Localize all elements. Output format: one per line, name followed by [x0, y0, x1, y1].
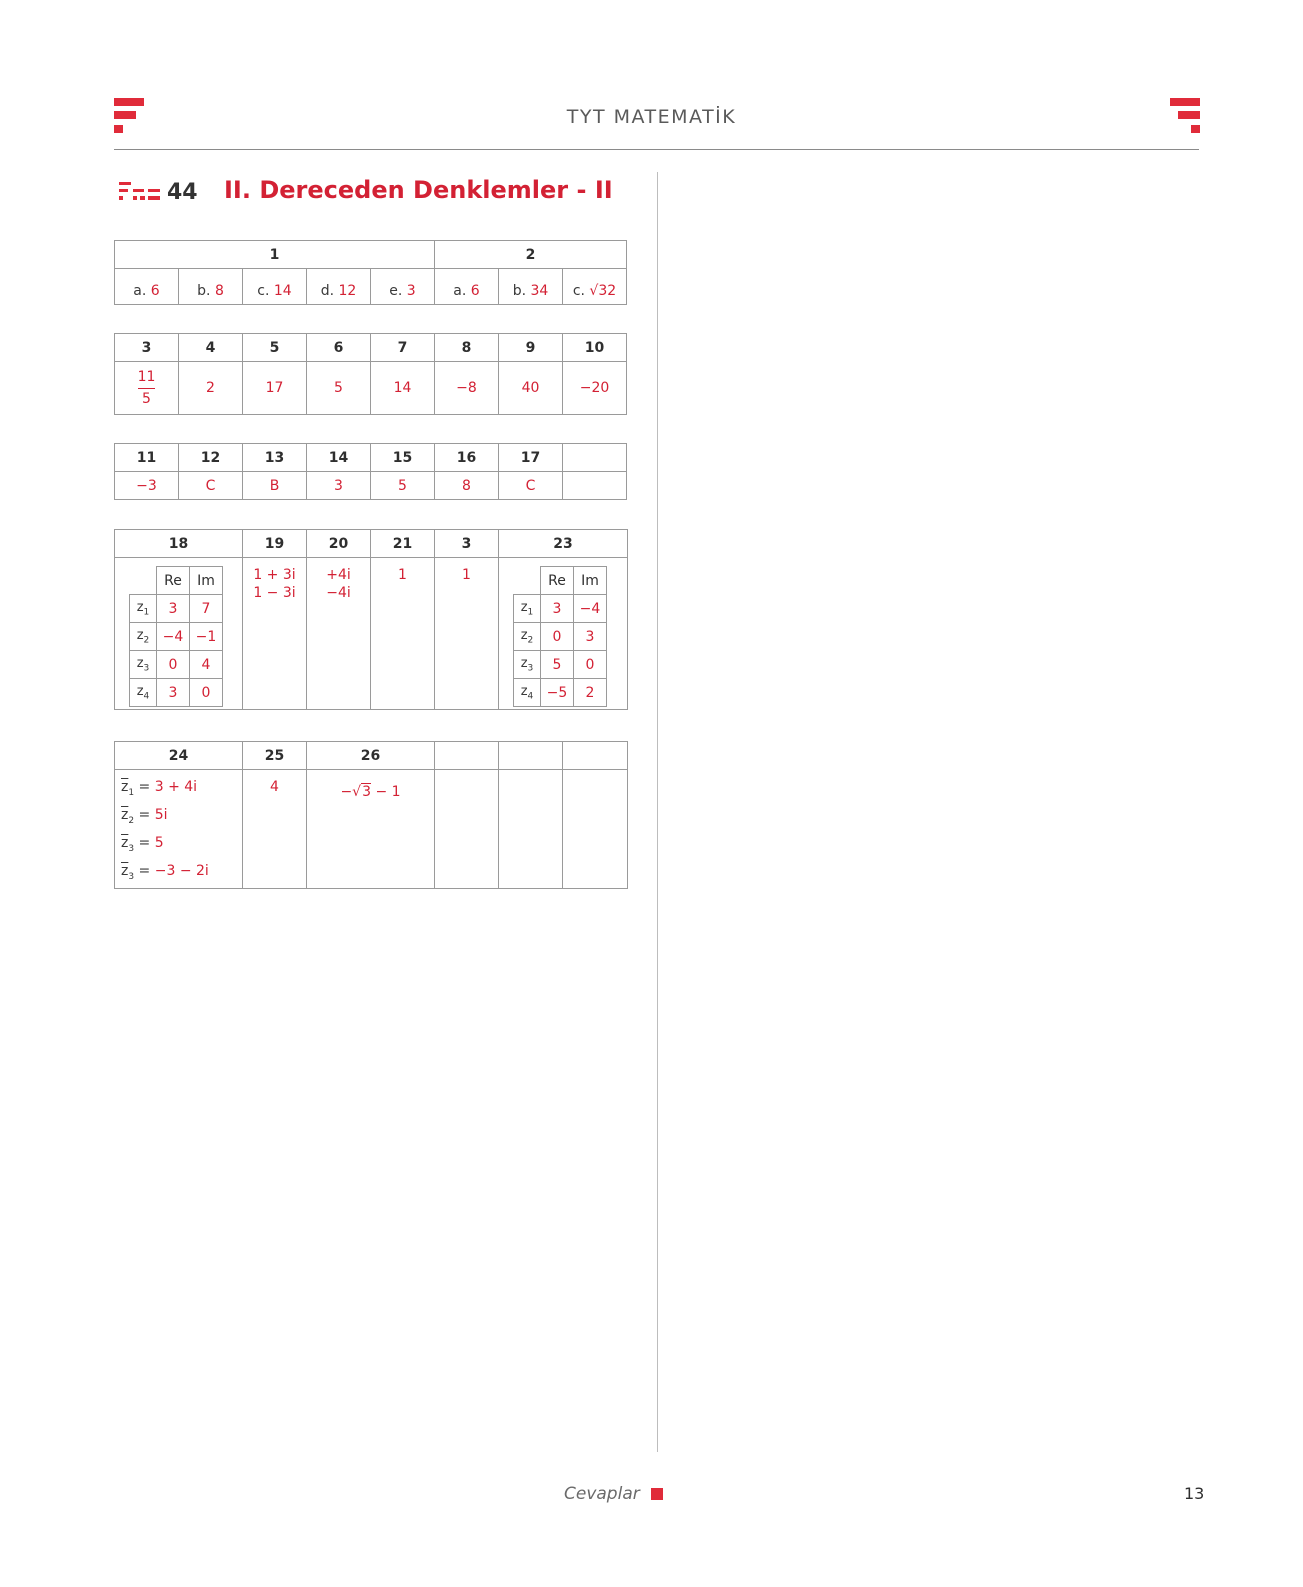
row-label: $z_4$ [130, 679, 157, 707]
im-value: 0 [190, 679, 223, 707]
re-value: 3 [541, 595, 574, 623]
im-value: 3 [574, 623, 607, 651]
answer-q20: +4i −4i [307, 558, 371, 710]
column-divider [657, 172, 658, 1452]
im-value: −4 [574, 595, 607, 623]
question-number: 19 [243, 530, 307, 558]
answer-cell: b. 8 [179, 269, 243, 305]
row-label: $z_3$ [130, 651, 157, 679]
answer-table-2 [114, 333, 627, 415]
question-number: 3 [115, 334, 179, 362]
answer-cell: 8 [435, 472, 499, 500]
answer-cell: 2 [179, 362, 243, 415]
question-number: 24 [115, 742, 243, 770]
answer-cell: d. 12 [307, 269, 371, 305]
re-value: 3 [157, 679, 190, 707]
re-im-table [513, 566, 607, 707]
row-label: $z_4$ [514, 679, 541, 707]
conjugate-line: $\overline{z}_3 = 5$ [121, 835, 164, 854]
answer-q19: 1 + 3i 1 − 3i [243, 558, 307, 710]
empty-cell [563, 770, 628, 889]
question-number: 1 [115, 241, 435, 269]
answer-cell: a. 6 [435, 269, 499, 305]
col-header-re: Re [157, 567, 190, 595]
question-number [499, 742, 563, 770]
answer-cell: 3 [307, 472, 371, 500]
im-value: 4 [190, 651, 223, 679]
question-number: 2 [435, 241, 627, 269]
answer-cell: 5 [371, 472, 435, 500]
section-title: II. Dereceden Denklemler - II [224, 176, 613, 204]
answer-table-5 [114, 741, 628, 889]
question-number: 6 [307, 334, 371, 362]
question-number: 17 [499, 444, 563, 472]
answer-cell: c. √32 [563, 269, 627, 305]
answer-cell: −8 [435, 362, 499, 415]
re-im-table [129, 566, 223, 707]
question-number: 4 [179, 334, 243, 362]
question-number: 21 [371, 530, 435, 558]
answer-cell: 40 [499, 362, 563, 415]
im-value: 0 [574, 651, 607, 679]
faz-logo-icon [119, 180, 161, 202]
answer-cell: b. 34 [499, 269, 563, 305]
row-label: $z_2$ [514, 623, 541, 651]
answer-table-3 [114, 443, 627, 500]
question-number: 14 [307, 444, 371, 472]
fraction-denominator: 5 [142, 390, 151, 407]
question-number [563, 742, 628, 770]
question-number: 7 [371, 334, 435, 362]
question-number [435, 742, 499, 770]
re-value: −5 [541, 679, 574, 707]
re-value: 5 [541, 651, 574, 679]
answer-q25: 4 [243, 770, 307, 889]
row-label: $z_1$ [130, 595, 157, 623]
question-number: 26 [307, 742, 435, 770]
row-label: $z_3$ [514, 651, 541, 679]
question-number: 25 [243, 742, 307, 770]
answer-q23 [499, 558, 628, 710]
fraction-numerator: 11 [137, 368, 156, 385]
conjugate-line: $\overline{z}_2 = 5i$ [121, 807, 168, 826]
answer-cell: 14 [371, 362, 435, 415]
question-number: 5 [243, 334, 307, 362]
question-number: 3 [435, 530, 499, 558]
re-value: 3 [157, 595, 190, 623]
im-value: −1 [190, 623, 223, 651]
question-number: 10 [563, 334, 627, 362]
empty-cell [435, 770, 499, 889]
col-header-re: Re [541, 567, 574, 595]
conjugate-line: $\overline{z}_3 = -3 - 2i$ [121, 863, 209, 882]
empty-cell [499, 770, 563, 889]
row-label: $z_2$ [130, 623, 157, 651]
question-number: 18 [115, 530, 243, 558]
answer-cell: C [499, 472, 563, 500]
footer-square-icon [651, 1488, 663, 1500]
question-number: 23 [499, 530, 628, 558]
question-number: 12 [179, 444, 243, 472]
question-number: 16 [435, 444, 499, 472]
question-number: 11 [115, 444, 179, 472]
answer-cell [563, 472, 627, 500]
footer-label: Cevaplar [564, 1484, 640, 1504]
question-number: 13 [243, 444, 307, 472]
re-value: −4 [157, 623, 190, 651]
im-value: 2 [574, 679, 607, 707]
answer-cell: 5 [307, 362, 371, 415]
faz-number: 44 [167, 180, 198, 205]
header-divider [114, 149, 1199, 150]
answer-q21: 1 [371, 558, 435, 710]
answer-table-1 [114, 240, 627, 305]
question-number: 20 [307, 530, 371, 558]
question-number: 8 [435, 334, 499, 362]
re-value: 0 [541, 623, 574, 651]
answer-cell: B [243, 472, 307, 500]
answer-cell: e. 3 [371, 269, 435, 305]
conjugate-line: $\overline{z}_1 = 3 + 4i$ [121, 779, 198, 798]
answer-cell: C [179, 472, 243, 500]
page-number: 13 [1184, 1484, 1205, 1503]
answer-q22: 1 [435, 558, 499, 710]
header-title: TYT MATEMATİK [566, 106, 737, 128]
question-number: 15 [371, 444, 435, 472]
answer-q26: −√3 − 1 [307, 770, 435, 889]
answer-cell: a. 6 [115, 269, 179, 305]
answer-cell: −3 [115, 472, 179, 500]
answer-cell: −20 [563, 362, 627, 415]
answer-cell: c. 14 [243, 269, 307, 305]
row-label: $z_1$ [514, 595, 541, 623]
question-number [563, 444, 627, 472]
answer-table-4 [114, 529, 628, 710]
answer-fraction [115, 362, 179, 415]
col-header-im: Im [574, 567, 607, 595]
answer-q18 [115, 558, 243, 710]
col-header-im: Im [190, 567, 223, 595]
question-number: 9 [499, 334, 563, 362]
answer-cell: 17 [243, 362, 307, 415]
re-value: 0 [157, 651, 190, 679]
answer-q24 [115, 770, 243, 889]
im-value: 7 [190, 595, 223, 623]
